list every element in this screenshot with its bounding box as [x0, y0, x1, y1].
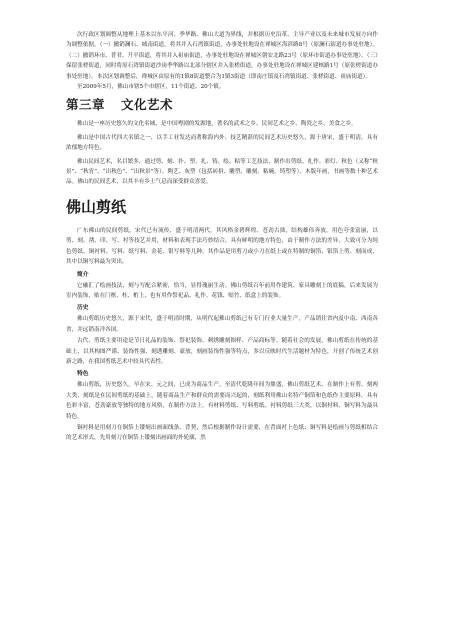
intro-paragraph-1: 次行政区划调整从地理上基本以东平河、季华路、佛山大道为界线，并根据历史沿革、主导产业以及未来城市发展方向作为调整依据。（一）撤销澜石、城南街道，将其并入石湾镇街道，办事处驻地设在禅城区海滨路8号（原澜石街道办事处驻地）。（二）撤销环市、普君、升平街道，将其并入祖庙街道，办事处驻地设在禅城区朝安北路23号（原环市街道办事处驻地）。（三）保留张槎街道，同时将原石湾镇街道沙岗季华路以北部分辖区并入张槎街道，办事处驻地设在禅城区建核路1号（原张槎街道办事处驻地）。本次区划调整后，禅城区由原有的1镇8街道整合为1镇3街道（即南庄镇及石湾镇街道、张槎街道、祖庙街道）。	[66, 32, 378, 80]
chapter-paragraph-1: 佛山是一座历史悠久的文化名城，是中国粤剧的发源地，著名的武术之乡、民间艺术之乡、陶瓷之乡、美食之乡。	[77, 121, 357, 128]
chapter-name: 文化艺术	[121, 97, 174, 113]
subsection-intro-paragraph: 它融汇了绘画技法，刻与写配合紧密，恰当，显得瑰丽生动。佛山剪纸百年前用作建筑、家具雕刻上的底稿，后来发展为室内装饰，贴在门框、柱、桁上，也有用作祭祀品、礼作、花钱、贴竹、纸盒上的装饰。	[66, 282, 378, 299]
chapter-number: 第三章	[66, 97, 106, 113]
chapter-title	[66, 97, 378, 113]
chapter-paragraph-3: 佛山民间艺术，名目繁多，通过剪、刻、扑、塑、扎、铸、绘、粘等工艺技法，制作出剪纸、扎作、彩灯、秋色（又称“秋景”、“秋宵”、“出秋色”、“出秋景”等）、陶艺、灰塑（包括砖拼、雕塑、雕刻、粘碗、铸塑等）、木版年画、书画等数十种艺术品。佛山的民间艺术，以其丰有乡土气息而深受群众喜爱。	[66, 158, 378, 186]
subsection-heading-history: 历史	[77, 305, 89, 312]
intro-paragraph-2: 至2009年5月，佛山市辖5个市辖区，11个街道、20个镇。	[77, 84, 225, 91]
subsection-history-paragraph-2: 古代，剪纸主要用途是节日礼品的装饰、祭祀装饰、刺绣雕刻图样、产品商标等。随着社会的发展，佛山剪纸在传统的基础上，以其构图严谨、装饰性强、刻透雕刻、豪放，刻画装饰性强等特点，多以反映时代生活题材为特色，开创了传统艺术创新之路，在我国剪纸艺术中较具代表性。	[66, 338, 378, 365]
section-title: 佛山剪纸	[66, 197, 127, 216]
subsection-heading-features: 特色	[77, 371, 89, 378]
subsection-features-paragraph-2: 铜衬料是用刻刀在铜箔上镂刻出画面线条、背契，然后根据制作设计需要，在背面衬上色纸；铜写料是绘画与剪纸相结合的艺术形式，先用刻刀在铜箔上镂刻出画面的外轮廓，然	[66, 424, 378, 442]
chapter-paragraph-2: 佛山是中国古代四大名镇之一，以手工业发达而著称海内外。技艺精湛的民间艺术历史悠久，源于唐宋，盛于明清，具有浓郁地方特色。	[66, 134, 378, 152]
subsection-heading-intro: 简介	[77, 271, 89, 278]
subsection-features-paragraph-1: 佛山剪纸，历史悠久，早在宋、元之间，已成为商品生产，至清代乾隆年间为鼎盛，佛山剪纸艺术，在制作上有剪、刻两大类，刻纸是在民间剪纸的基础上，随着商品生产和群众的需要而兴起的，刻纸利用佛山名特产铜箔和色纸作主要原料，具有色彩丰富，苍劲豪放等独特的地方风格，在制作方法上，有材料剪纸、写料剪纸、衬料剪纸三大类，以铜衬料、铜写料为最具特色。	[66, 382, 378, 420]
subsection-history-paragraph-1: 佛山剪纸历史悠久，源于宋代，盛于明清时期，从明代起佛山剪纸已有专门行业大量生产，产品销往省内及中南、西南各省，并远销南洋各国。	[66, 316, 378, 333]
section-intro: 广东佛山的民间剪纸，宋代已有流传，盛于明清两代。其风格金碧辉煌、苍劲古拙，结构雄伟奔放，用色夸张富丽，以剪、刻、凿、印、写、衬等技艺并用，材料和表现手法巧妙结合，具有鲜明的地方特色，由于制作方法的差异，大致可分为纯色剪纸、铜衬料、写料、纸写料、金花、银写料等几种。其作品是用剪刀或小刀在纸上或在特制的铜箔、银箔上剪、刻而成，其中以铜写料最为突出。	[66, 227, 378, 266]
